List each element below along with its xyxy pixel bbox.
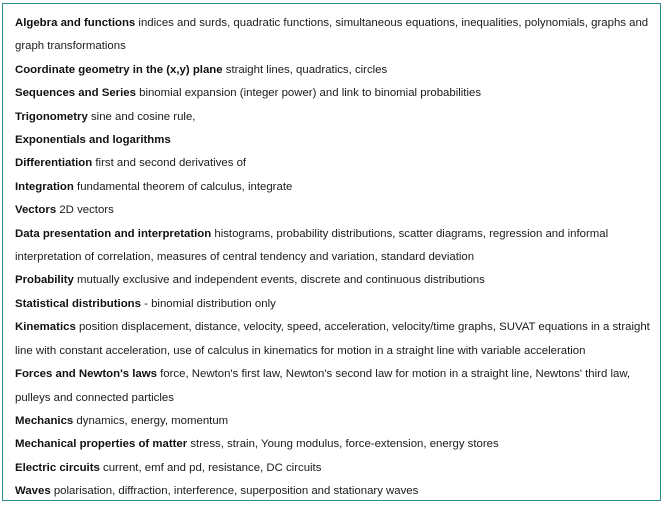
topic-name: Differentiation bbox=[15, 157, 93, 170]
topic-detail: dynamics, energy, momentum bbox=[76, 414, 229, 427]
topic-detail: sine and cosine rule, bbox=[90, 110, 196, 123]
topic-detail: 2D vectors bbox=[59, 204, 114, 217]
topic-detail: polarisation, diffraction, interference, superposition and stationary waves bbox=[53, 485, 419, 498]
topic-row bbox=[15, 433, 650, 456]
topic-row bbox=[15, 293, 650, 316]
topic-detail: position displacement, distance, velocity, speed, acceleration, velocity/time graphs, SUVAT equations in a straight line with constant acceleration, use of calculus in kinematics for motion in a straight line with variable acceleration bbox=[15, 321, 650, 357]
topic-row bbox=[15, 176, 650, 199]
topic-detail: fundamental theorem of calculus, integrate bbox=[77, 180, 293, 193]
topic-row bbox=[15, 106, 650, 129]
topic-name: Kinematics bbox=[15, 321, 76, 334]
topic-row bbox=[15, 12, 650, 59]
topic-name: Forces and Newton's laws bbox=[15, 368, 157, 381]
topic-detail: stress, strain, Young modulus, force-extension, energy stores bbox=[190, 438, 499, 451]
topic-list bbox=[3, 4, 660, 501]
topic-row bbox=[15, 223, 650, 270]
topic-row bbox=[15, 59, 650, 82]
topic-row bbox=[15, 199, 650, 222]
topic-name: Electric circuits bbox=[15, 461, 100, 474]
topic-row bbox=[15, 480, 650, 501]
topic-row bbox=[15, 457, 650, 480]
topic-detail: first and second derivatives of bbox=[95, 157, 247, 170]
topic-detail: binomial expansion (integer power) and link to binomial probabilities bbox=[139, 87, 482, 100]
topic-row bbox=[15, 152, 650, 175]
topic-name: Integration bbox=[15, 180, 74, 193]
topic-name: Sequences and Series bbox=[15, 87, 136, 100]
topics-table bbox=[2, 3, 661, 501]
topic-row bbox=[15, 129, 650, 152]
topic-name: Data presentation and interpretation bbox=[15, 227, 212, 240]
topic-row bbox=[15, 316, 650, 363]
topic-detail: indices and surds, quadratic functions, simultaneous equations, inequalities, polynomials, graphs and graph transformations bbox=[15, 17, 649, 53]
topic-row bbox=[15, 363, 650, 410]
topic-name: Exponentials and logarithms bbox=[15, 134, 171, 147]
topic-detail: mutually exclusive and independent events, discrete and continuous distributions bbox=[77, 274, 485, 287]
topic-row bbox=[15, 82, 650, 105]
topic-detail: force, Newton's first law, Newton's second law for motion in a straight line, Newtons' third law, pulleys and connected particles bbox=[15, 368, 631, 404]
topic-detail: current, emf and pd, resistance, DC circuits bbox=[103, 461, 322, 474]
topic-name: Mechanics bbox=[15, 414, 74, 427]
topic-row bbox=[15, 269, 650, 292]
topic-name: Coordinate geometry in the (x,y) plane bbox=[15, 63, 223, 76]
topic-name: Statistical distributions bbox=[15, 297, 141, 310]
topic-detail: histograms, probability distributions, scatter diagrams, regression and informal interpretation of correlation, measures of central tendency and variation, standard deviation bbox=[15, 227, 609, 264]
topic-name: Vectors bbox=[15, 204, 57, 217]
topic-name: Waves bbox=[15, 485, 51, 498]
topic-name: Probability bbox=[15, 274, 74, 287]
topic-detail: - binomial distribution only bbox=[144, 297, 276, 310]
topic-detail: straight lines, quadratics, circles bbox=[225, 63, 388, 76]
topic-name: Trigonometry bbox=[15, 110, 88, 123]
topic-name: Mechanical properties of matter bbox=[15, 438, 188, 451]
topic-row bbox=[15, 410, 650, 433]
topic-name: Algebra and functions bbox=[15, 17, 136, 29]
